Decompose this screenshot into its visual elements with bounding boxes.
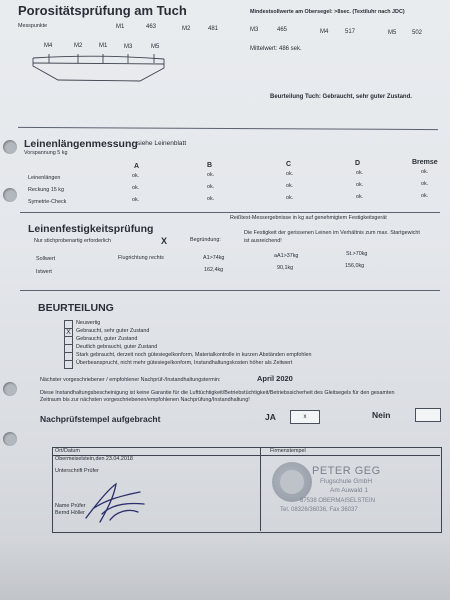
nein-label: Nein bbox=[372, 410, 391, 420]
name-pruefer-label: Name Prüfer bbox=[55, 503, 86, 509]
page-title: Porositätsprüfung am Tuch bbox=[18, 3, 187, 18]
m2-value: 481 bbox=[208, 26, 219, 32]
vorspannung: Vorspannung 5 kg bbox=[24, 150, 68, 156]
divider bbox=[20, 290, 440, 291]
m5-value: 502 bbox=[412, 30, 423, 36]
firmenstempel-label: Firmenstempel bbox=[270, 448, 306, 454]
nein-checkbox[interactable] bbox=[415, 408, 441, 422]
divider bbox=[18, 127, 438, 130]
stamp-line: 87538 OBERMAISELSTEIN bbox=[300, 498, 376, 504]
cell-value: ok. bbox=[356, 182, 364, 188]
disclaimer-2: Zeitraum bis zur nächsten vorgeschriebenen/empfohlenen Nachprüfung/Instandhaltung! bbox=[40, 397, 250, 403]
cell-value: ok. bbox=[421, 193, 429, 199]
ja-checkbox[interactable]: x bbox=[290, 410, 320, 424]
m3-label: M3 bbox=[250, 27, 259, 33]
m5-label: M5 bbox=[388, 30, 397, 36]
cell-value: ok. bbox=[132, 185, 140, 191]
ist-a1: 162,4kg bbox=[204, 267, 224, 273]
company-stamp-logo bbox=[272, 462, 312, 502]
m4-label: M4 bbox=[320, 29, 329, 35]
stamp-line: Am Auwald 1 bbox=[330, 487, 368, 494]
soll-st: St.>70kg bbox=[346, 251, 368, 257]
cell-value: ok. bbox=[356, 194, 364, 200]
beurteilung-tuch: Beurteilung Tuch: Gebraucht, sehr guter Zustand. bbox=[270, 94, 412, 100]
festigkeit-title: Leinenfestigkeitsprüfung bbox=[28, 223, 154, 235]
m1-value: 463 bbox=[146, 24, 157, 30]
soll-aa1: aA1>37kg bbox=[274, 253, 299, 259]
begruendung-text: Die Festigkeit der gerissenen Leinen im Verhältnis zum max. Startgewicht bbox=[244, 230, 420, 236]
flugrichtung: Flugrichtung rechts bbox=[118, 255, 164, 261]
cell-value: ok. bbox=[132, 173, 140, 179]
sollwert-label: Sollwert bbox=[36, 256, 56, 262]
cell-value: ok. bbox=[286, 195, 294, 201]
unterschrift-label: Unterschrift Prüfer bbox=[55, 468, 99, 474]
stamp-company-name: PETER GEG bbox=[312, 465, 381, 477]
row-label-symetrie: Symetrie-Check bbox=[28, 199, 67, 205]
soll-a1: A1>74kg bbox=[203, 255, 225, 261]
ist-aa1: 90,1kg bbox=[277, 265, 294, 271]
column-a: A bbox=[134, 163, 140, 170]
cell-value: ok. bbox=[286, 171, 294, 177]
naechster-termin-value: April 2020 bbox=[257, 374, 293, 383]
cell-value: ok. bbox=[286, 183, 294, 189]
m3-value: 465 bbox=[277, 27, 288, 33]
disclaimer: Diese Instandhaltungsbescheinigung ist keine Garantie für die Lufttüchtigkeit/Betriebstüchtigkeit/Betriebssicherheit des Gleitsegels für den gesamten bbox=[40, 390, 395, 396]
option-label: Gebraucht, guter Zustand bbox=[76, 336, 138, 342]
naechster-termin-label: Nächster vorgeschriebener / empfohlener Nachprüf-/Instandhaltungstermin: bbox=[40, 377, 221, 383]
cell-value: ok. bbox=[207, 184, 215, 190]
cell-value: ok. bbox=[132, 197, 140, 203]
istwert-label: Istwert bbox=[36, 269, 52, 275]
checkbox-sehr-gut[interactable]: X bbox=[64, 328, 73, 337]
column-c: C bbox=[286, 161, 292, 168]
stichprobe-label: Nur stichprobenartig erforderlich bbox=[34, 238, 112, 244]
stamp-line: Tel. 08326/36036, Fax 36037 bbox=[280, 507, 358, 513]
signature-box-divider bbox=[260, 447, 261, 531]
column-d: D bbox=[355, 160, 361, 167]
messpunkte-label: Messpunkte bbox=[18, 23, 48, 29]
diagram-label-m1: M1 bbox=[99, 43, 108, 49]
stempel-label: Nachprüfstempel aufgebracht bbox=[40, 414, 161, 424]
row-label-reckung: Reckung 15 kg bbox=[28, 187, 64, 193]
leinenlaengen-subtitle: siehe Leinenblatt bbox=[137, 140, 187, 147]
cell-value: ok. bbox=[207, 196, 215, 202]
option-label: Neuwertig bbox=[76, 320, 101, 326]
checkbox-ueberbeansprucht[interactable] bbox=[64, 360, 73, 369]
ort-datum-label: Ort/Datum bbox=[55, 448, 80, 454]
binder-hole bbox=[3, 382, 17, 396]
option-label: Deutlich gebraucht, guter Zustand bbox=[76, 344, 158, 350]
page-bottom-margin bbox=[0, 536, 450, 600]
binder-hole bbox=[3, 432, 17, 446]
wing-diagram bbox=[30, 50, 170, 84]
m2-label: M2 bbox=[182, 26, 191, 32]
diagram-label-m2: M2 bbox=[74, 43, 83, 49]
handwritten-signature bbox=[80, 478, 150, 528]
begruendung-text-2: ist ausreichend! bbox=[244, 238, 282, 244]
divider bbox=[20, 212, 440, 213]
ort-datum-value: Obermeiselstein,den 23.04.2018 bbox=[55, 456, 133, 462]
diagram-label-m4: M4 bbox=[44, 43, 53, 49]
ja-label: JA bbox=[265, 412, 276, 422]
begruendung-label: Begründung: bbox=[190, 237, 221, 243]
column-bremse: Bremse bbox=[412, 159, 438, 166]
m1-label: M1 bbox=[116, 24, 125, 30]
beurteilung-title: BEURTEILUNG bbox=[38, 302, 114, 314]
m4-value: 517 bbox=[345, 29, 356, 35]
binder-hole bbox=[3, 140, 17, 154]
diagram-label-m3: M3 bbox=[124, 44, 133, 50]
name-pruefer-value: Bernd Höller bbox=[55, 510, 85, 516]
option-label: Stark gebraucht, derzeit noch gütesiegelkonform, Materialkontrolle in kurzen Abständen empfohlen bbox=[76, 352, 312, 358]
ist-st: 156,0kg bbox=[345, 263, 365, 269]
diagram-label-m5: M5 bbox=[151, 44, 160, 50]
reissest-note: Reißtest-Messergebnisse in kg auf genehmigtem Festigkeitsgerät bbox=[230, 215, 387, 221]
cell-value: ok. bbox=[356, 170, 364, 176]
row-label-leinenlaengen: Leinenlängen bbox=[28, 175, 61, 181]
option-label: Gebraucht, sehr guter Zustand bbox=[76, 328, 150, 334]
binder-hole bbox=[3, 188, 17, 202]
leinenlaengen-title: Leinenlängenmessung bbox=[24, 138, 138, 150]
cell-value: ok. bbox=[421, 181, 429, 187]
stichprobe-mark: X bbox=[161, 236, 168, 246]
min-values-note: Mindestsollwerte am Obersegel: >8sec. (Textiluhr nach JDC) bbox=[250, 9, 405, 15]
stamp-line: Flugschule GmbH bbox=[320, 478, 373, 485]
cell-value: ok. bbox=[207, 172, 215, 178]
mittelwert: Mittelwert: 486 sek. bbox=[250, 46, 302, 52]
column-b: B bbox=[207, 162, 213, 169]
option-label: Überbeansprucht, nicht mehr gütesiegelkonform, Instandhaltungskosten höher als Zeitwert bbox=[76, 360, 293, 366]
cell-value: ok. bbox=[421, 169, 429, 175]
